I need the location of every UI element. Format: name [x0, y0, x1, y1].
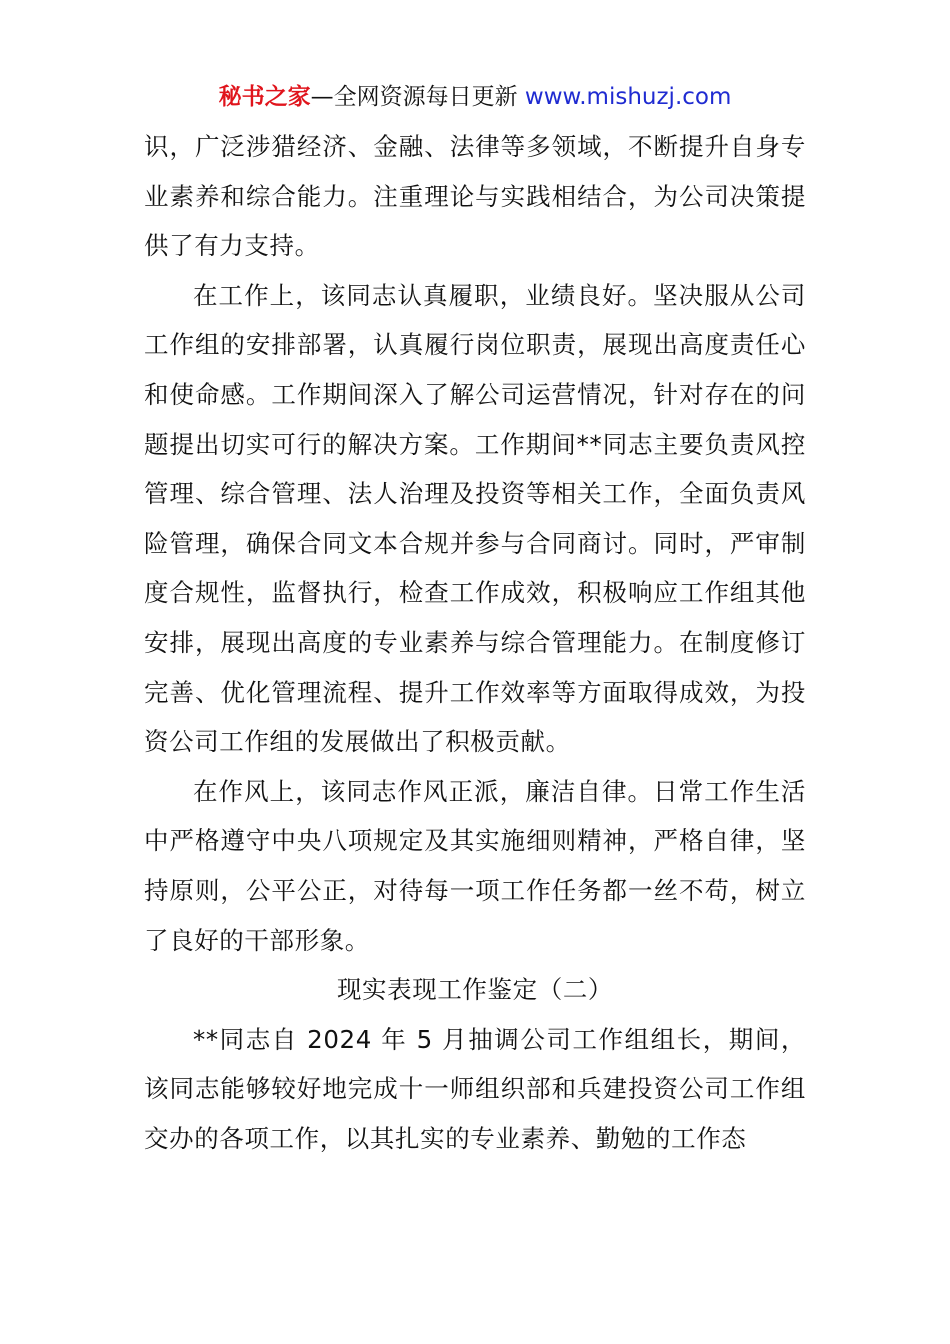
site-url-link[interactable]: www.mishuzj.com — [524, 84, 732, 110]
section-title: 现实表现工作鉴定（二） — [336, 975, 614, 1005]
document-body — [144, 122, 806, 1163]
paragraph-work: 在工作上，该同志认真履职，业绩良好。坚决服从公司工作组的安排部署，认真履行岗位职责，展现出高度责任心和使命感。工作期间深入了解公司运营情况，针对存在的问题提出切实可行的解决方案。工作期间**同志主要负责风控管理、综合管理、法人治理及投资等相关工作，全面负责风险管理，确保合同文本合规并参与合同商讨。同时，严审制度合规性，监督执行，检查工作成效，积极响应工作组其他安排，展现出高度的专业素养与综合管理能力。在制度修订完善、优化管理流程、提升工作效率等方面取得成效，为投资公司工作组的发展做出了积极贡献。 — [144, 280, 806, 757]
header-tagline: —全网资源每日更新 — [310, 84, 525, 110]
paragraph-continuation: 识，广泛涉猎经济、金融、法律等多领域，不断提升自身专业素养和综合能力。注重理论与实践相结合，为公司决策提供了有力支持。 — [144, 132, 806, 261]
site-header — [0, 80, 950, 114]
paragraph-appraisal-two: **同志自 2024 年 5 月抽调公司工作组组长，期间，该同志能够较好地完成十一师组织部和兵建投资公司工作组交办的各项工作，以其扎实的专业素养、勤勉的工作态 — [144, 1024, 806, 1153]
brand-name: 秘书之家 — [218, 84, 311, 110]
paragraph-conduct: 在作风上，该同志作风正派，廉洁自律。日常工作生活中严格遵守中央八项规定及其实施细则精神，严格自律，坚持原则，公平公正，对待每一项工作任务都一丝不苟，树立了良好的干部形象。 — [144, 776, 806, 955]
